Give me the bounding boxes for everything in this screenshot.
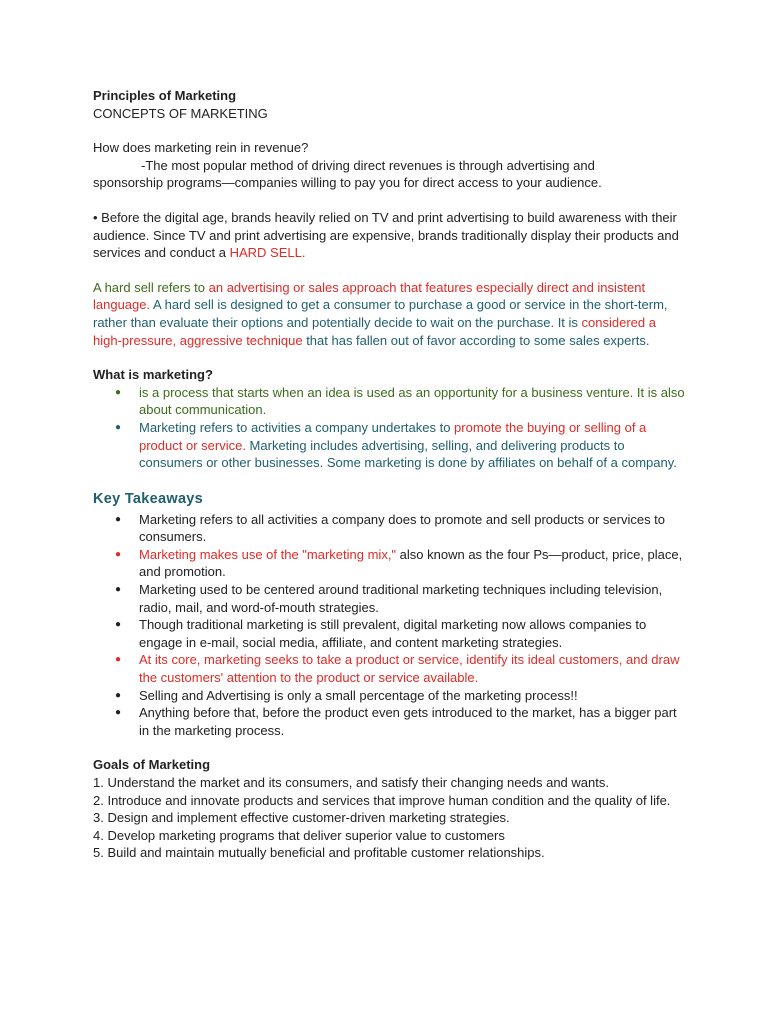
hard-sell-desc: A hard sell is designed to get a consumer to purchase a good or service in the short-term, rather than evaluate their options and potentially decide to wait on the purchase. It is <box>93 297 668 330</box>
paragraph-hard-sell <box>93 279 688 349</box>
list-item: ● is a process that starts when an idea is used as an opportunity for a business venture. It is also about communication. <box>93 384 688 419</box>
hard-sell-outro: that has fallen out of favor according to some sales experts. <box>302 332 650 348</box>
goal-item: 3. Design and implement effective customer-driven marketing strategies. <box>93 810 510 826</box>
goals-heading: Goals of Marketing <box>93 757 211 773</box>
hard-sell-highlight: HARD SELL. <box>229 245 306 261</box>
list-item-text: also known as the four Ps—product, price, place, and promotion. <box>139 546 683 580</box>
hard-sell-technique: considered a high-pressure, aggressive technique <box>93 314 656 348</box>
goal-item: 2. Introduce and innovate products and services that improve human condition and the quality of life. <box>93 792 671 808</box>
list-item: ● Marketing used to be centered around traditional marketing techniques including television, radio, mail, and word-of-mouth strategies. <box>93 581 688 616</box>
doc-subtitle: CONCEPTS OF MARKETING <box>93 105 268 121</box>
list-item: ● Selling and Advertising is only a small percentage of the marketing process!! <box>93 687 688 705</box>
goal-item: 5. Build and maintain mutually beneficial and profitable customer relationships. <box>93 845 545 861</box>
answer-revenue-cont: sponsorship programs—companies willing to pay you for direct access to your audience. <box>93 175 602 191</box>
list-item <box>93 419 688 472</box>
paragraph-digital-age-text: • Before the digital age, brands heavily relied on TV and print advertising to build awareness with their audience. Since TV and print advertising are expensive, brands traditionally display their products and services and conduct a <box>93 209 679 261</box>
paragraph-digital-age <box>93 209 688 262</box>
list-item: ● At its core, marketing seeks to take a product or service, identify its ideal customers, and draw the customers' attention to the product or service available. <box>93 651 688 686</box>
key-takeaways-list <box>93 511 688 740</box>
list-item-highlight: Marketing makes use of the "marketing mix," <box>139 546 397 562</box>
list-item <box>93 546 688 581</box>
answer-revenue: -The most popular method of driving direct revenues is through advertising and <box>141 157 595 173</box>
list-item-highlight: promote the buying or selling of a product or service. <box>139 419 647 453</box>
what-is-marketing-heading: What is marketing? <box>93 367 213 383</box>
list-item-text: Marketing includes advertising, selling, and delivering products to consumers or other businesses. Some marketing is done by affiliates on behalf of a company. <box>139 437 677 471</box>
goal-item: 4. Develop marketing programs that deliver superior value to customers <box>93 827 505 843</box>
goal-item: 1. Understand the market and its consumers, and satisfy their changing needs and wants. <box>93 775 609 790</box>
question-revenue: How does marketing rein in revenue? <box>93 140 309 156</box>
list-item-text: Marketing refers to activities a company undertakes to <box>139 419 455 435</box>
list-item: ● Though traditional marketing is still prevalent, digital marketing now allows companies to engage in e-mail, social media, affiliate, and content marketing strategies. <box>93 616 688 651</box>
hard-sell-definition: an advertising or sales approach that features especially direct and insistent language. <box>93 279 646 313</box>
doc-title: Principles of Marketing <box>93 88 237 103</box>
key-takeaways-heading: Key Takeaways <box>93 490 204 507</box>
hard-sell-intro: A hard sell refers to <box>93 279 209 295</box>
list-item: ● Anything before that, before the product even gets introduced to the market, has a bigger part in the marketing process. <box>93 704 688 739</box>
what-is-marketing-list <box>93 384 688 472</box>
list-item: ● Marketing refers to all activities a company does to promote and sell products or services to consumers. <box>93 511 688 546</box>
